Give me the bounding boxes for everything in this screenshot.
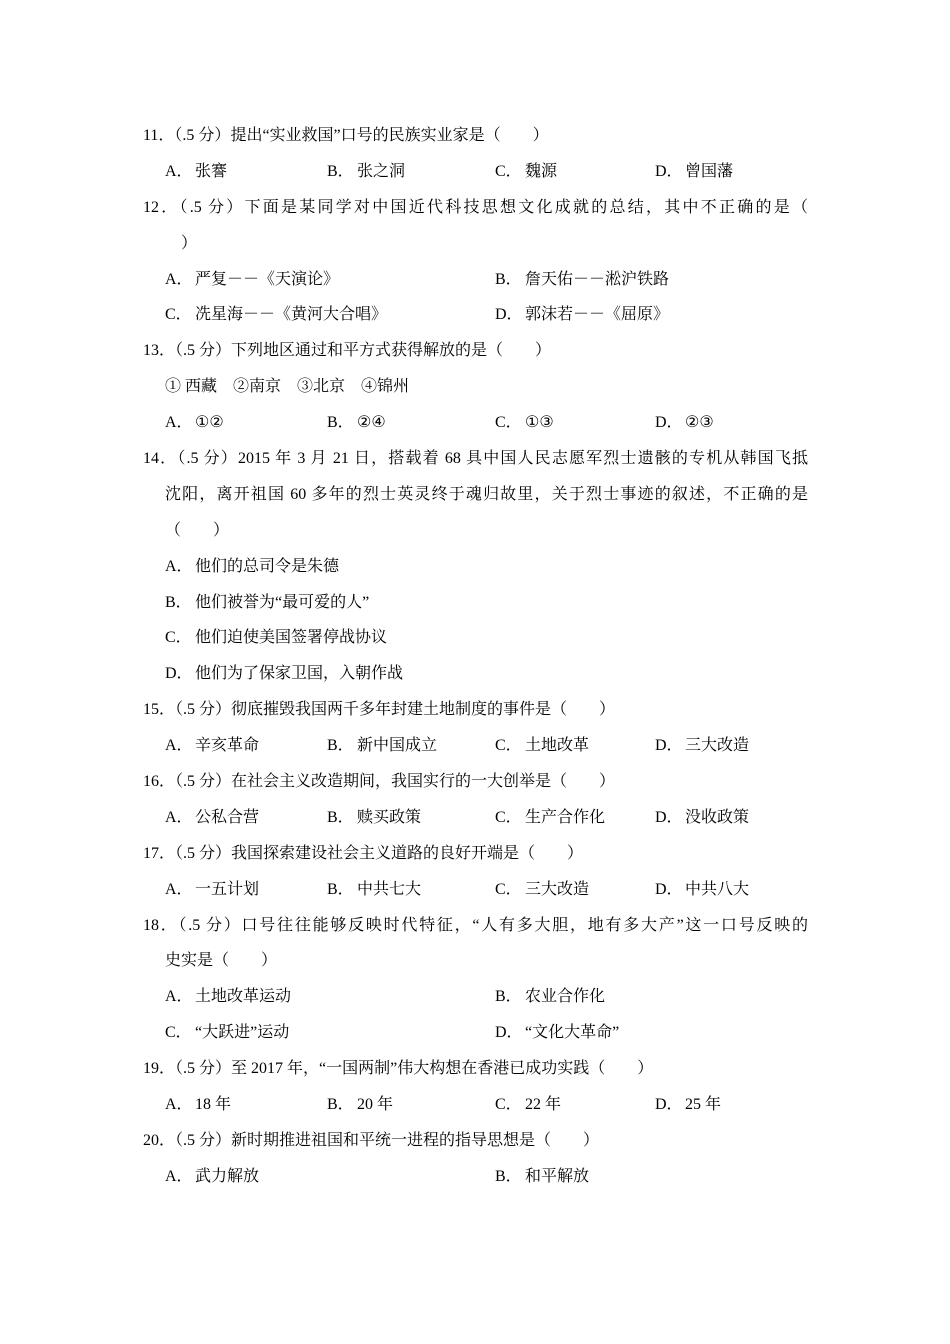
- option-c: [495, 1087, 655, 1123]
- option-a: [165, 1087, 327, 1123]
- option-letter: C．: [495, 1096, 522, 1114]
- option-text: 曾国藩: [685, 162, 734, 180]
- option-c: [495, 800, 655, 836]
- question-text: 史实是（ ）: [165, 952, 278, 970]
- option-letter: C．: [165, 1024, 192, 1042]
- option-letter: D．: [655, 1096, 683, 1114]
- options-row: [143, 656, 808, 692]
- option-letter: D．: [655, 808, 683, 826]
- option-letter: D．: [655, 880, 683, 898]
- question-stem-line: [143, 477, 808, 513]
- question-score: （.5 分）: [175, 844, 232, 862]
- options-row: [143, 979, 808, 1015]
- option-letter: D．: [495, 306, 523, 324]
- option-text: 郭沫若－－《屈原》: [525, 306, 670, 324]
- question-score: （.5 分）: [179, 198, 245, 216]
- option-c: [165, 1015, 495, 1051]
- question-score: （.5 分）: [175, 773, 232, 791]
- question-score: （.5 分）: [175, 701, 232, 719]
- question-block: [143, 118, 808, 190]
- question-stem-line: [143, 692, 808, 728]
- option-text: 一五计划: [195, 880, 260, 898]
- question-number: 19．: [143, 1060, 176, 1078]
- question-number: 16．: [143, 773, 176, 791]
- question-stem-line: [143, 333, 808, 369]
- option-a: [165, 154, 327, 190]
- question-stem-line: [143, 836, 808, 872]
- options-row: [143, 262, 808, 298]
- option-letter: C．: [495, 414, 522, 432]
- question-score: （.5 分）: [178, 916, 242, 934]
- option-letter: C．: [495, 162, 522, 180]
- option-text: 冼星海－－《黄河大合唱》: [195, 306, 388, 324]
- option-text: 辛亥革命: [195, 737, 260, 755]
- option-text: ①③: [525, 414, 554, 432]
- option-letter: D．: [655, 162, 683, 180]
- question-stem-line: [143, 226, 808, 262]
- option-text: 中共七大: [357, 880, 422, 898]
- question-number: 14．: [143, 450, 178, 468]
- option-letter: A．: [165, 1167, 193, 1185]
- question-stem-line: [143, 190, 808, 226]
- option-a: [165, 728, 327, 764]
- question-score: （.5 分）: [177, 450, 238, 468]
- option-letter: A．: [165, 737, 193, 755]
- option-text: 他们被誉为“最可爱的人”: [195, 593, 370, 611]
- option-d: [655, 800, 749, 836]
- question-block: [143, 836, 808, 908]
- option-text: 张謇: [195, 162, 228, 180]
- option-letter: A．: [165, 557, 193, 575]
- question-number: 13．: [143, 342, 176, 360]
- question-text: 下列地区通过和平方式获得解放的是（ ）: [231, 342, 552, 360]
- option-letter: D．: [495, 1024, 523, 1042]
- option-a: [165, 549, 339, 585]
- option-letter: C．: [165, 306, 192, 324]
- option-d: [495, 1015, 619, 1051]
- option-letter: D．: [655, 414, 683, 432]
- option-a: [165, 262, 495, 298]
- option-text: 中共八大: [685, 880, 750, 898]
- option-letter: B．: [327, 162, 354, 180]
- option-text: 严复－－《天演论》: [195, 270, 340, 288]
- option-text: “文化大革命”: [525, 1024, 620, 1042]
- question-list: [143, 118, 808, 1195]
- question-text: 提出“实业救国”口号的民族实业家是（ ）: [230, 127, 549, 144]
- option-letter: B．: [495, 270, 522, 288]
- option-d: [655, 405, 714, 441]
- option-text: 三大改造: [525, 880, 590, 898]
- option-b: [495, 262, 669, 298]
- question-score: （.5 分）: [175, 1131, 232, 1149]
- options-row: [143, 585, 808, 621]
- question-text: 在社会主义改造期间，我国实行的一大创举是（ ）: [231, 773, 616, 791]
- option-letter: A．: [165, 880, 193, 898]
- option-d: [655, 728, 749, 764]
- options-row: [143, 154, 808, 190]
- option-letter: B．: [495, 988, 522, 1006]
- option-letter: B．: [327, 737, 354, 755]
- option-text: 魏源: [525, 162, 558, 180]
- question-stem-line: [143, 908, 808, 944]
- answer-items-line: ① 西藏 ②南京 ③北京 ④锦州: [165, 378, 410, 396]
- question-text: 沈阳，离开祖国 60 多年的烈士英灵终于魂归故里，关于烈士事迹的叙述，不正确的是: [165, 485, 808, 503]
- option-c: [165, 297, 495, 333]
- option-b: [495, 1159, 589, 1195]
- options-row: [143, 620, 808, 656]
- options-row: [143, 728, 808, 764]
- option-letter: A．: [165, 808, 193, 826]
- option-text: 武力解放: [195, 1167, 260, 1185]
- option-letter: B．: [495, 1167, 522, 1185]
- option-letter: D．: [165, 665, 193, 683]
- options-row: [143, 549, 808, 585]
- option-text: 新中国成立: [357, 737, 438, 755]
- options-row: [143, 1015, 808, 1051]
- question-text: 2015 年 3 月 21 日，搭载着 68 具中国人民志愿军烈士遗骸的专机从韩国飞抵: [237, 450, 808, 468]
- option-text: ②④: [357, 414, 386, 432]
- option-text: “大跃进”运动: [195, 1024, 290, 1042]
- option-b: [327, 800, 495, 836]
- option-d: [495, 297, 669, 333]
- option-text: 土地改革: [525, 737, 590, 755]
- option-text: 农业合作化: [525, 988, 606, 1006]
- option-d: [655, 154, 733, 190]
- options-row: [143, 405, 808, 441]
- option-text: 土地改革运动: [195, 988, 292, 1006]
- option-letter: B．: [165, 593, 192, 611]
- question-text: 彻底摧毁我国两千多年封建土地制度的事件是（ ）: [231, 701, 616, 719]
- option-letter: C．: [495, 808, 522, 826]
- option-d: [655, 1087, 721, 1123]
- option-text: 他们为了保家卫国，入朝作战: [195, 665, 404, 683]
- question-block: [143, 333, 808, 441]
- question-block: [143, 692, 808, 764]
- question-block: [143, 1123, 808, 1195]
- question-number: 12．: [143, 198, 180, 216]
- option-letter: A．: [165, 988, 193, 1006]
- question-score: （.5 分）: [175, 342, 232, 360]
- question-text: 我国探索建设社会主义道路的良好开端是（ ）: [231, 844, 584, 862]
- question-number: 11．: [143, 127, 175, 144]
- options-row: [143, 297, 808, 333]
- question-block: [143, 190, 808, 334]
- option-text: 三大改造: [685, 737, 750, 755]
- option-c: [495, 728, 655, 764]
- question-number: 20．: [143, 1131, 176, 1149]
- option-text: 詹天佑－－淞沪铁路: [525, 270, 670, 288]
- option-text: 他们的总司令是朱德: [195, 557, 340, 575]
- option-letter: A．: [165, 1096, 193, 1114]
- question-block: [143, 908, 808, 1052]
- question-block: [143, 1051, 808, 1123]
- option-b: [327, 154, 495, 190]
- option-text: 生产合作化: [525, 808, 606, 826]
- question-text: 至 2017 年，“一国两制”伟大构想在香港已成功实践（ ）: [231, 1060, 654, 1078]
- option-text: 18 年: [195, 1096, 232, 1114]
- option-text: 22 年: [525, 1096, 562, 1114]
- option-text: 公私合营: [195, 808, 260, 826]
- question-stem-line: [143, 943, 808, 979]
- question-block: [143, 441, 808, 692]
- question-stem-line: [143, 764, 808, 800]
- option-b: [327, 728, 495, 764]
- question-stem-line: [143, 118, 808, 154]
- option-text: 赎买政策: [357, 808, 422, 826]
- option-text: 25 年: [685, 1096, 722, 1114]
- option-b: [165, 585, 369, 621]
- question-text: 口号往往能够反映时代特征，“人有多大胆，地有多大产”这一口号反映的: [241, 916, 808, 934]
- option-d: [655, 872, 749, 908]
- option-letter: B．: [327, 414, 354, 432]
- option-c: [495, 154, 655, 190]
- option-letter: B．: [327, 1096, 354, 1114]
- question-block: [143, 764, 808, 836]
- option-text: 和平解放: [525, 1167, 590, 1185]
- options-row: [143, 800, 808, 836]
- question-text: （ ）: [165, 521, 230, 539]
- option-letter: B．: [327, 808, 354, 826]
- option-letter: C．: [165, 629, 192, 647]
- option-letter: B．: [327, 880, 354, 898]
- option-letter: A．: [165, 414, 193, 432]
- question-text: 下面是某同学对中国近代科技思想文化成就的总结，其中不正确的是（: [244, 198, 808, 216]
- option-a: [165, 1159, 495, 1195]
- option-text: ①②: [195, 414, 224, 432]
- question-number: 17．: [143, 844, 176, 862]
- question-number: 18．: [143, 916, 179, 934]
- option-text: 张之洞: [357, 162, 406, 180]
- option-b: [327, 1087, 495, 1123]
- option-letter: C．: [495, 880, 522, 898]
- question-stem-line: [143, 513, 808, 549]
- option-letter: D．: [655, 737, 683, 755]
- option-c: [495, 872, 655, 908]
- question-score: （.5 分）: [175, 1060, 232, 1078]
- question-number: 15．: [143, 701, 176, 719]
- option-letter: A．: [165, 270, 193, 288]
- option-b: [327, 405, 495, 441]
- option-text: 没收政策: [685, 808, 750, 826]
- question-stem-line: [143, 441, 808, 477]
- option-a: [165, 800, 327, 836]
- question-stem-line: [143, 1123, 808, 1159]
- option-c: [495, 405, 655, 441]
- option-text: 20 年: [357, 1096, 394, 1114]
- question-stem-line: [143, 1051, 808, 1087]
- options-row: [143, 872, 808, 908]
- options-row: [143, 1159, 808, 1195]
- option-text: ②③: [685, 414, 714, 432]
- options-row: [143, 1087, 808, 1123]
- question-score: （.5 分）: [174, 127, 231, 144]
- option-letter: A．: [165, 162, 193, 180]
- option-b: [495, 979, 605, 1015]
- question-text: ）: [165, 234, 198, 252]
- option-text: 他们迫使美国签署停战协议: [195, 629, 388, 647]
- option-b: [327, 872, 495, 908]
- option-letter: C．: [495, 737, 522, 755]
- option-a: [165, 872, 327, 908]
- option-c: [165, 620, 387, 656]
- option-a: [165, 979, 495, 1015]
- question-text: 新时期推进祖国和平统一进程的指导思想是（ ）: [231, 1131, 600, 1149]
- option-d: [165, 656, 403, 692]
- option-a: [165, 405, 327, 441]
